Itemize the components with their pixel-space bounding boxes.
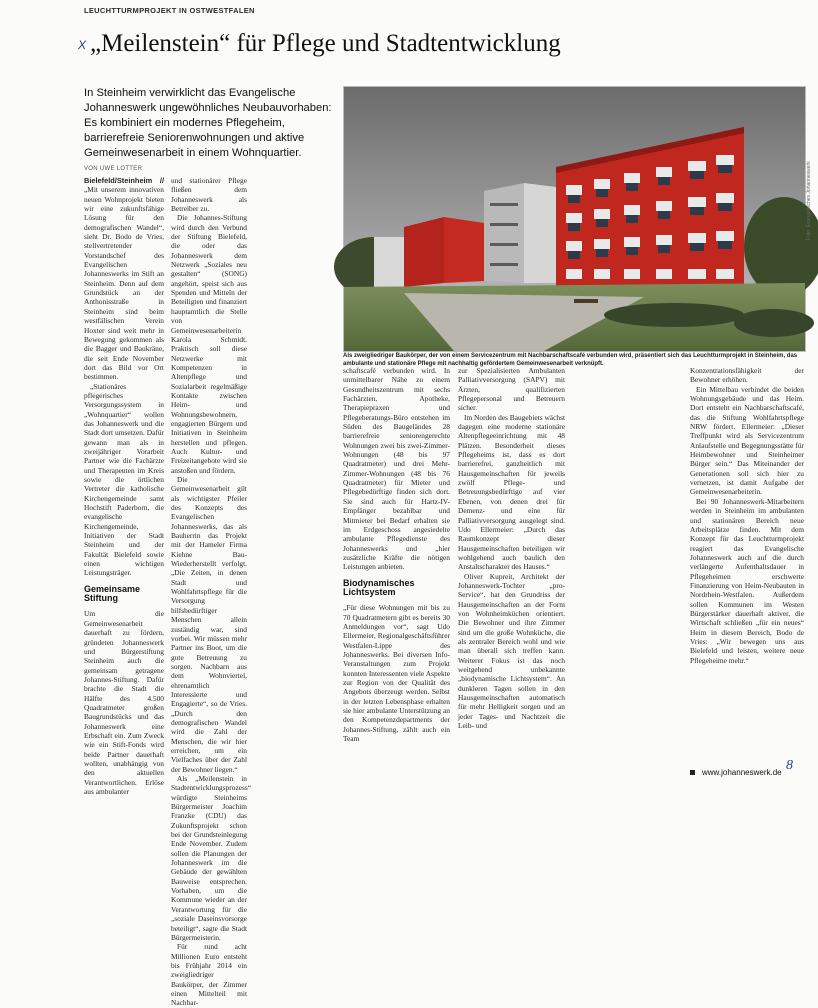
paragraph: „Mit unserem innovativen neuen Wohnprojekt bieten wir eine zukunftsfähige Lösung für den demografischen Wandel“, sieht Dr. Bodo de Vries, stellvertretender Vorstandschef des Evangelischen Johanneswerks im Stift an Steinheim. Denn auf dem Grundstück an der Anthonisstraße in Steinheim sind beim westfälischen Verein Hoxter sind weit mehr in Bewegung gekommen als die Bagger und Baukräne, die seit Ende November dort das Bild vor Ort bestimmen. — [84, 185, 164, 382]
handwritten-signature: 8 — [786, 758, 793, 773]
subheading: Gemeinsame Stiftung — [84, 583, 141, 604]
paragraph: Die Gemeinwesenarbeit gilt als wichtigster Pfeiler des Konzepts des Evangelischen Johanneswerks, das als Bauherrin das Projekt mit der Hameler Firma Kiehne Bau-Wiederherstellt verfolgt. „Die Zeiten, in denen Stadt und Wohlfahrtspflege für die Versorgung hilfsbedürftiger Menschen allein zuständig war, sind vorbei. Wir müssen mehr Partner ins Boot, um die gute Betreuung zu sorgen. Nachbarn aus dem Wohnviertel, ehrenamtlich Interessierte und Engagierte“, so de Vries. „Durch den demografischen Wandel wird die Zahl der Menschen, die wir hier erreichen, um ein Vielfaches über der Zahl der Bewohner liegen.“ — [171, 475, 247, 774]
building-photo — [343, 86, 806, 352]
paragraph: schaftscafé verbunden wird. In unmittelbarer Nähe zu einem Gesundheitszentrum mit sechs Fachärzten, Apotheke, Therapiepraxen und Pflegeberatungs-Büro entstehen im Süden des Baugeländes 28 barrierefreie seniorengerechte Wohnungen zwei bis zwei-Zimmer-Wohnungen (48 bis 97 Quadratmeter) und drei Mehr-Zimmer-Wohnungen (48 bis 76 Quadratmeter) für Mieter und Pflegebedürftige finden sich dort. Sie sind auch für Hartz-IV-Empfänger bezahlbar und Mitmieter bei Bedarf erhalten sie im Erdgeschoss angesiedelte ambulante Pflegedienste des Johanneswerks und „hier zusätzliche Kräfte die nötigen Leistungen anbieten. — [343, 366, 450, 572]
paragraph: zur Spezialisierten Ambulanten Palliativversorgung (SAPV) mit Ärzten, qualifizierten Pflegepersonal und Betreuern sicher. — [458, 366, 565, 413]
paragraph: Oliver Kupreit, Architekt der Johanneswerk-Tochter „pro-Service“, hat den Grundriss der Hausgemeinschaften an der Form von Wohnheimküchen orientiert. Die Bewohner und ihre Zimmer sind um die große Wohnküche, die als zentraler Bereich wohl und wie man überall sich treffen kann. Weiterer Fokus ist das noch weitgehend unbekannte „biodynamische Lichtsystem“. An dunkleren Tagen sollen in den Hausgemeinschaften automatisch für mehr Helligkeit sorgen und an jeder Tages- und Nachtzeit die Leib- und — [458, 571, 565, 731]
photo-caption: Als zweigliedriger Baukörper, der von einem Servicezentrum mit Nachbarschaftscafé verbunden wird, präsentiert sich das Leuchtturmprojekt in Steinheim, das ambulante und stationäre Pflege mit nachhaltig gefördertem Gemeinwesenarbeit verknüpft. — [343, 353, 798, 367]
paragraph: Ein Mittelbau verbindet die beiden Wohnungsgebäude und das Heim. Dort entsteht ein Nachbarschaftscafé, das die Stiftung Wohlfahrtspflege NRW fördert. Ellermeier: „Dieser Treffpunkt wird als Servicezentrum Anlaufstelle und Begegnungsstätte für Heimbewohner und Steinheimer Bürger sein.“ Das Miteinander der Generationen soll sich hier zu vernetzen, ist damit Aufgabe der Gemeinwesenarbeiterin. — [690, 384, 804, 497]
website-url: www.johanneswerk.de — [702, 768, 782, 777]
building-illustration — [344, 87, 805, 351]
paragraph: „Für diese Wohnungen mit bis zu 70 Quadratmetern gibt es bereits 30 Anmeldungen vor“, sagt Udo Ellermeier, Regionalgeschäftsführer Westfalen-Lippe des Johanneswerks. Bei diversen Info-Veranstaltungen zum Projekt konnten Interessenten viele Aspekte zur Region von der Qualität des Angebots überzeugt werden. Selbst in der letzten Lebensphase erhalten sie hier ambulante Unterstützung an den Kompetenzdepartments der Johannes-Stiftung, zählt auch ein Team — [343, 603, 450, 744]
text-column-5 — [690, 366, 804, 756]
paragraph: Konzentrationsfähigkeit der Bewohner erhöhen. — [690, 366, 804, 385]
text-column-4 — [458, 366, 565, 796]
author-byline: VON UWE LOTTER — [84, 166, 143, 172]
dateline: Bielefeld/Steinheim // — [84, 176, 164, 185]
section-kicker: LEUCHTTURMPROJEKT IN OSTWESTFALEN — [84, 6, 255, 15]
article-lead: In Steinheim verwirklicht das Evangelische Johanneswerk ungewöhnliches Neubauvorhaben: Es kombiniert ein modernes Pflegeheim, barrierefreie Seniorenwohnungen und aktive Gemeinwesenarbeit in einem Wohnquartier. — [84, 87, 332, 159]
paragraph: Für rund acht Millionen Euro entsteht bis Frühjahr 2014 ein zweigliedriger Baukörper, der Zimmer einen Mittelteil mit Nachbar- — [171, 942, 247, 1008]
photo-credit: Foto: Evangelisches Johanneswerk — [806, 161, 812, 240]
article-title: „Meilenstein“ für Pflege und Stadtentwicklung — [90, 30, 561, 57]
paragraph: „Stationäres pflegerisches Versorgungssystem in „Wohnquartier“ wollen das Johanneswerk und die Stadt dort umsetzen. Dafür gewann man als in zweijähriger Vorarbeit Partner wie die Fachärzte und Therapeuten im Kreis sowie die örtlichen Vertreter die katholische Kirchengemeinde samt Hochstift Paderborn, die evangelische Kirchengemeinde, Initiativen der Stadt Steinheim und der Fakultät Bielefeld sowie einen wichtigen Leistungsträger. — [84, 381, 164, 578]
paragraph: Die Johannes-Stiftung wird durch den Verbund der Stiftung Bielefeld, die oder das Johanneswerk dem Netzwerk „Soziales neu gestalten“ (SONG) angehört, speist sich aus Spenden und Mitteln der Beteiligten und finanziert hauptamtlich die Stelle von Gemeinwesenarbeiterin Karola Schmidt. Praktisch soll diese Netzwerke mit Kompetenzen in Altenpflege und Sozialarbeit regelmäßige Kontakte zwischen Heim- und Wohnungsbewohnern, engagierten Bürgern und Initiativen in Steinheim herstellen und pflegen. Auch Kultur- und Freizeitangebote wird sie anstoßen und fördern. — [171, 213, 247, 475]
text-column-2 — [171, 176, 252, 1008]
subheading: Biodynamisches Lichtsystem — [343, 577, 415, 597]
paragraph: und stationärer Pflege fließen dem Johanneswerk als Betreiber zu. — [171, 176, 247, 214]
paragraph: Bei 90 Johanneswerk-Mitarbeitern werden in Steinheim im ambulanten und stationären Bereich neue Arbeitsplätze finden. Mit dem Konzept für das Leuchtturmprojekt reagiert das Evangelische Johanneswerk auch auf die durch verlängerte Aufenthaltsdauer in Pflegeheimen erschwerte Finanzierung von Heim-Neubauten in Nordrhein-Westfalen. Außerdem sollen Kommunen im Westen Bürgerstärker dauerhaft aktiver, die Wirtschaft schließen „für ein neues“ Heim in diesem Bereich, Bodo de Vries: „Wir bewegen uns aus Bielefeld und leisten, weitere neue Pflegeheime mehr.“ — [690, 496, 804, 665]
website-link[interactable] — [690, 768, 782, 777]
paragraph: Als „Meilenstein in Stadtentwicklungsprozess“ würdigte Steinheims Bürgermeister Joachim Franzke (CDU) das Zukunftsprojekt schon bei der Grundsteinlegung Ende November. Zudem sollen die Planungen der Johanneswerk im die Gebäude der gewählten Bauweise entsprechen. Vorhaben, um die Kommune wieder an der Verantwortung für die „soziale Daseinsvorsorge beteiligt“, sagte die Stadt Bürgermeisterin. — [171, 774, 252, 942]
text-column-1 — [84, 176, 164, 796]
square-bullet-icon — [690, 770, 695, 775]
text-column-3 — [343, 366, 450, 796]
paragraph: Um die Gemeinwesenarbeit dauerhaft zu fördern, gründeten Johanneswerk und Bürgerstiftung Steinheim auch die gemeinsam getragene Johannes-Stiftung. Dafür brachte die Stadt die Hälfte des 4.500 Quadratmeter großen Baugrundstücks und das Johanneswerk eine Erbschaft ein. Zum Zweck wie ein Stift-Fonds wird beide Partner dauerhaft wollten, unabhängig von den aktuellen Verantwortlichen. Erlöse aus ambulanter — [84, 609, 164, 796]
handwritten-mark: X — [78, 38, 87, 52]
paragraph: Im Norden des Baugebiets wächst dagegen eine moderne stationäre Altenpflegeeinrichtung mit 48 Plätzen. Besonderheit dieses Pflegeheims ist, dass es dort barrierefrei, ganzheitlich mit Hausgemeinschaften für jeweils zwölf Pflege- und Betreuungsbedürftige auf vier Ebenen, von denen drei für Demenz- und eine für Palliativversorgung ausgelegt sind. Udo Ellermeier: „Durch das Raumkonzept dieser Hausgemeinschaften beteiligen wir wohlgehend auch baulich den Anstaltscharakter des Hauses.“ — [458, 412, 565, 572]
